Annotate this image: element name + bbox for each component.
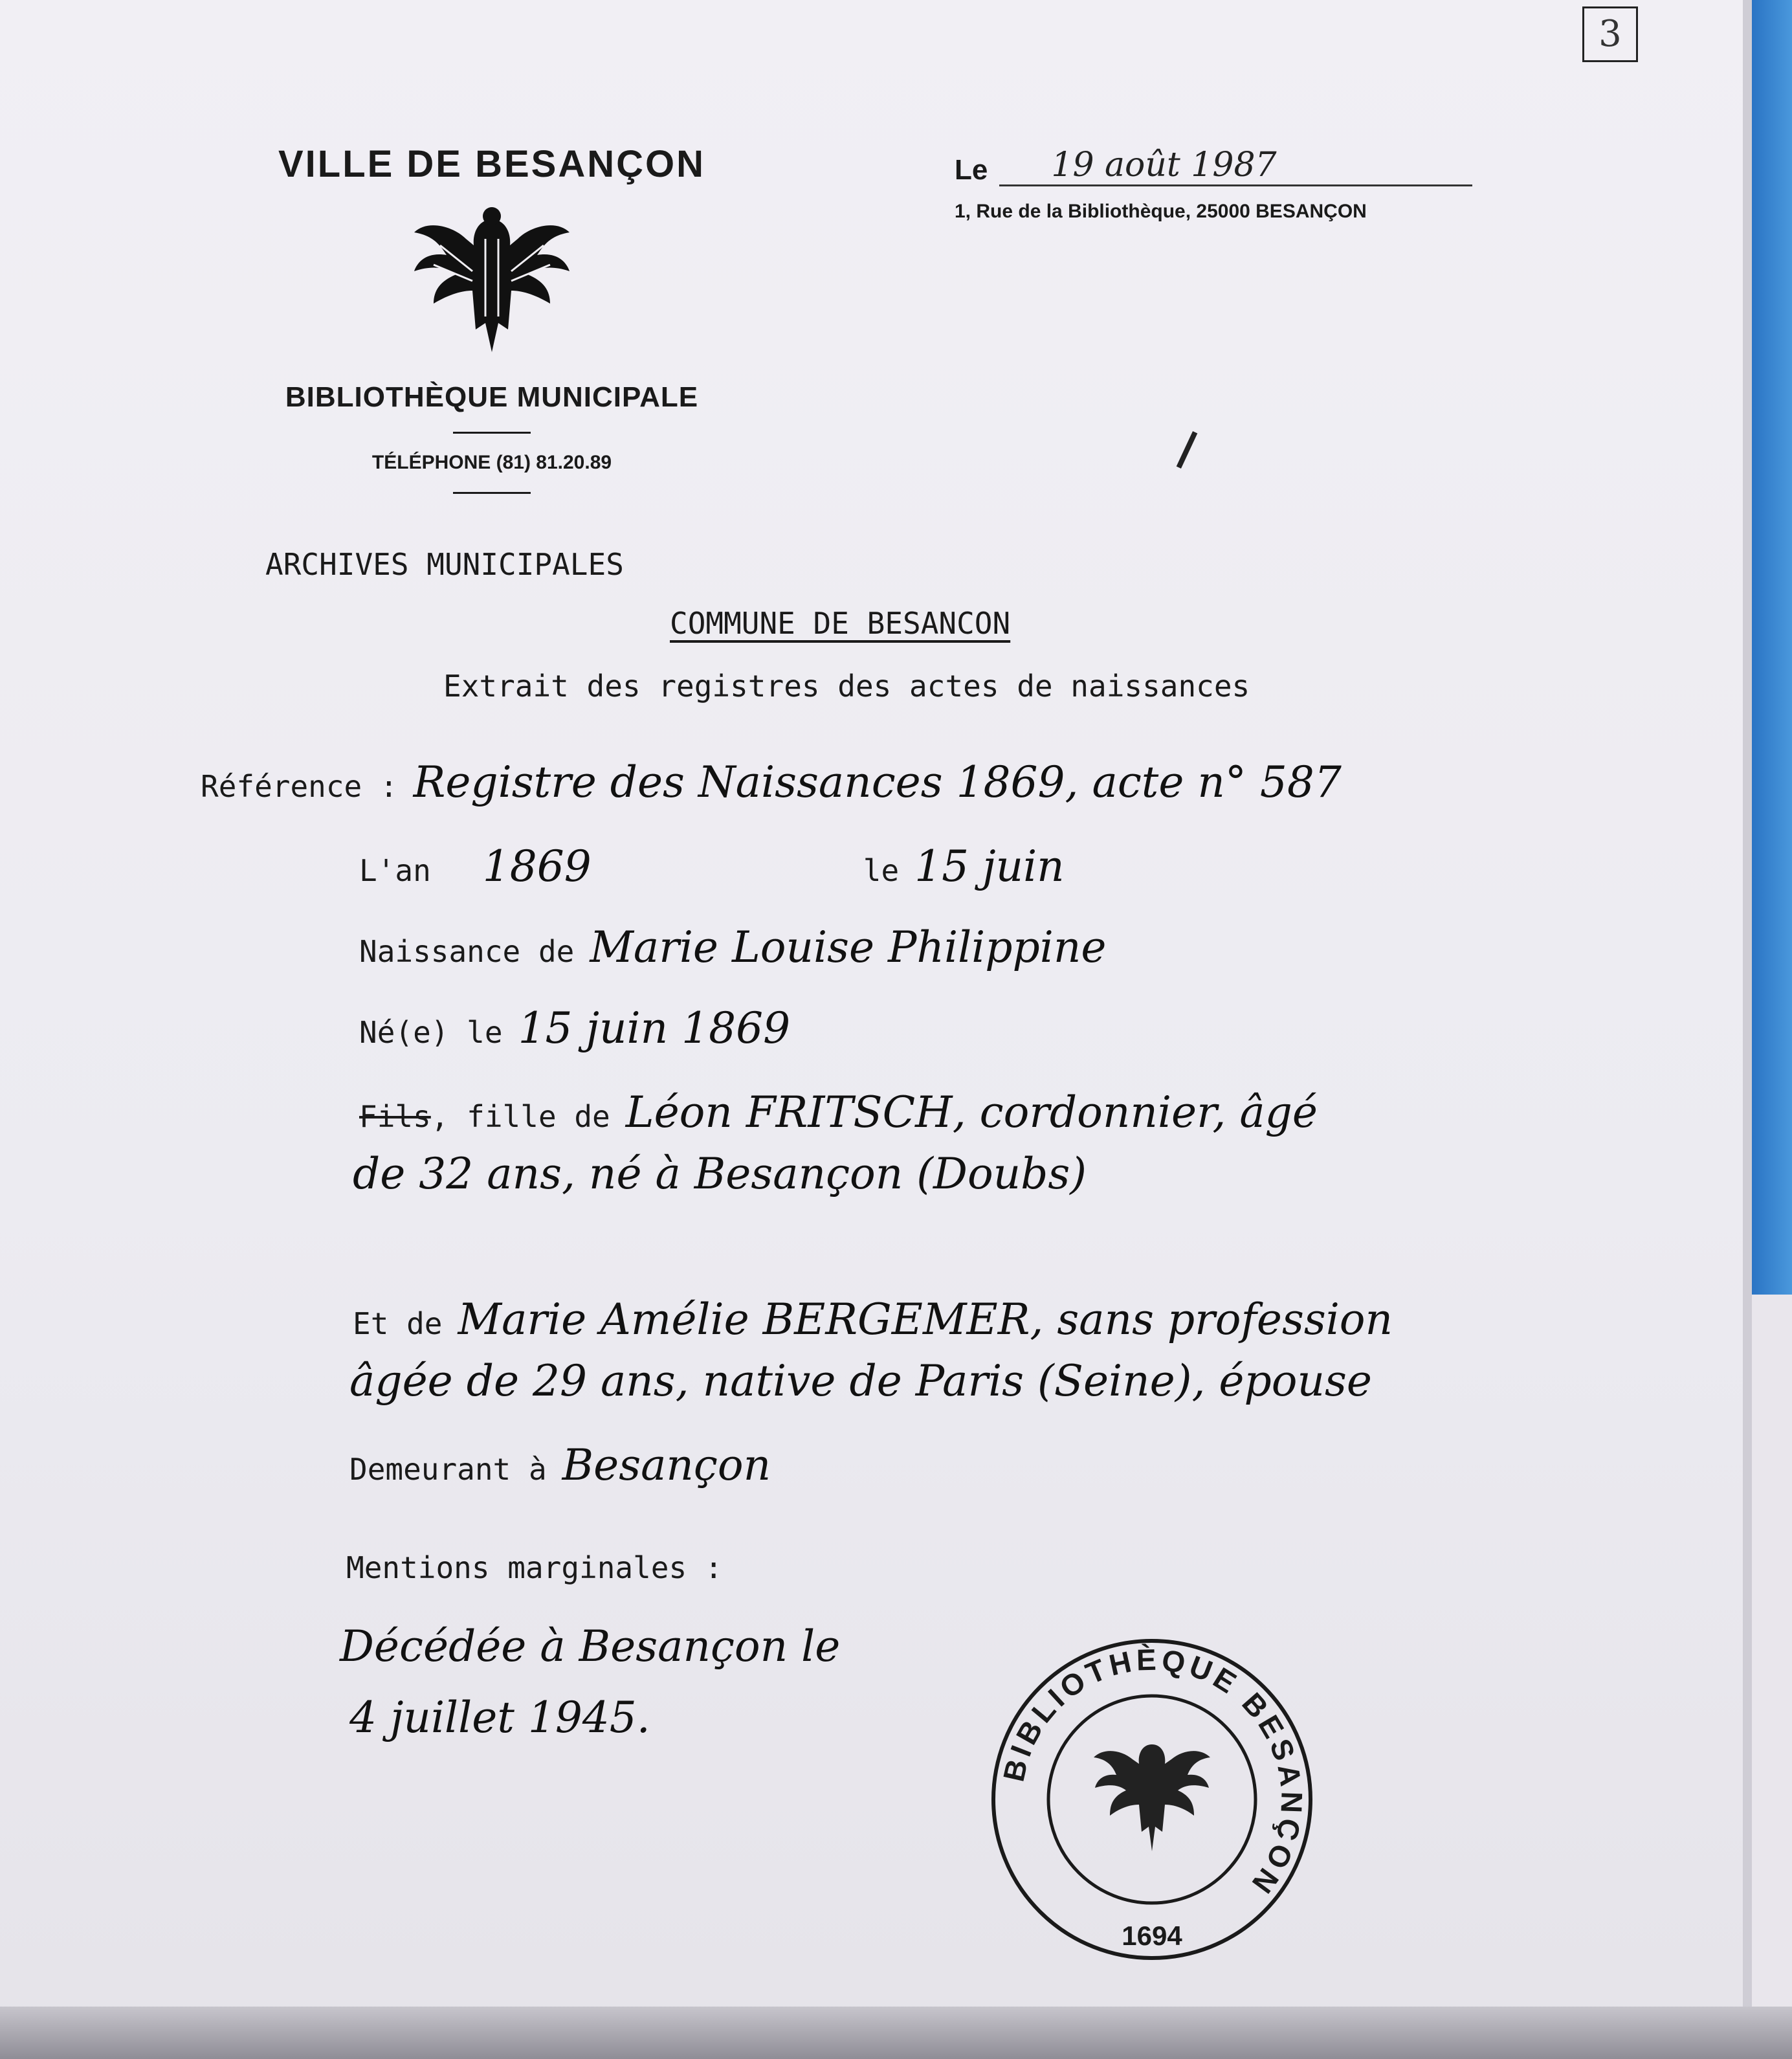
bottom-shadow — [0, 2007, 1792, 2059]
page-edge — [1743, 0, 1752, 2059]
daughter-label: , fille de — [430, 1099, 610, 1134]
mother-row — [353, 1295, 1393, 1344]
divider — [453, 492, 531, 494]
mother-line-2: âgée de 29 ans, native de Paris (Seine), épouse — [349, 1356, 1372, 1406]
father-line-2: de 32 ans, né à Besançon (Doubs) — [353, 1149, 1087, 1199]
born-on-value: 15 juin 1869 — [518, 1003, 791, 1053]
mentions-line-2: 4 juillet 1945. — [349, 1693, 650, 1742]
page-number: 3 — [1582, 6, 1638, 62]
mother-label: Et de — [353, 1306, 443, 1341]
residence-value: Besançon — [562, 1440, 771, 1490]
document-title: Extrait des registres des actes de naissances — [443, 669, 1250, 704]
reference-row — [201, 757, 1342, 807]
library-name: BIBLIOTHÈQUE MUNICIPALE — [285, 381, 699, 413]
mentions-label: Mentions marginales : — [346, 1550, 723, 1585]
day-value: 15 juin — [914, 841, 1065, 891]
father-line-1: Léon FRITSCH, cordonnier, âgé — [625, 1087, 1318, 1137]
born-on-label: Né(e) le — [359, 1015, 503, 1050]
father-row — [359, 1087, 1318, 1137]
stamp-text: BIBLIOTHÈQUE BESANÇON — [996, 1642, 1309, 1903]
eagle-crest-icon — [401, 200, 582, 355]
city-title: VILLE DE BESANÇON — [278, 143, 706, 185]
date-block — [955, 146, 1472, 223]
folder-edge — [1752, 0, 1792, 1295]
born-on-row — [359, 1003, 790, 1053]
stamp-year: 1694 — [1122, 1920, 1182, 1951]
reference-label: Référence : — [201, 769, 398, 804]
stamp-eagle-icon — [1094, 1744, 1210, 1851]
archives-heading: ARCHIVES MUNICIPALES — [265, 547, 624, 582]
address: 1, Rue de la Bibliothèque, 25000 BESANÇON — [955, 201, 1367, 222]
year-row — [359, 841, 1065, 891]
residence-row — [349, 1440, 771, 1490]
residence-label: Demeurant à — [349, 1452, 547, 1487]
year-value: 1869 — [482, 841, 592, 891]
date-line — [955, 146, 1472, 186]
letterhead — [246, 142, 738, 512]
commune-heading: COMMUNE DE BESANCON — [670, 606, 1011, 641]
mentions-line-1: Décédée à Besançon le — [340, 1621, 841, 1671]
library-stamp — [984, 1631, 1320, 1968]
year-label: L'an — [359, 853, 431, 888]
birth-of-row — [359, 922, 1106, 972]
reference-value: Registre des Naissances 1869, acte n° 587 — [413, 757, 1342, 807]
divider — [453, 432, 531, 434]
mother-line-1: Marie Amélie BERGEMER, sans profession — [458, 1295, 1393, 1344]
birth-of-label: Naissance de — [359, 934, 575, 969]
son-label: Fils — [359, 1099, 431, 1134]
day-label: le — [863, 853, 900, 888]
date-value: 19 août 1987 — [999, 146, 1472, 186]
birth-of-value: Marie Louise Philippine — [590, 922, 1107, 972]
date-prefix: Le — [955, 154, 988, 186]
phone-number: TÉLÉPHONE (81) 81.20.89 — [371, 452, 612, 473]
